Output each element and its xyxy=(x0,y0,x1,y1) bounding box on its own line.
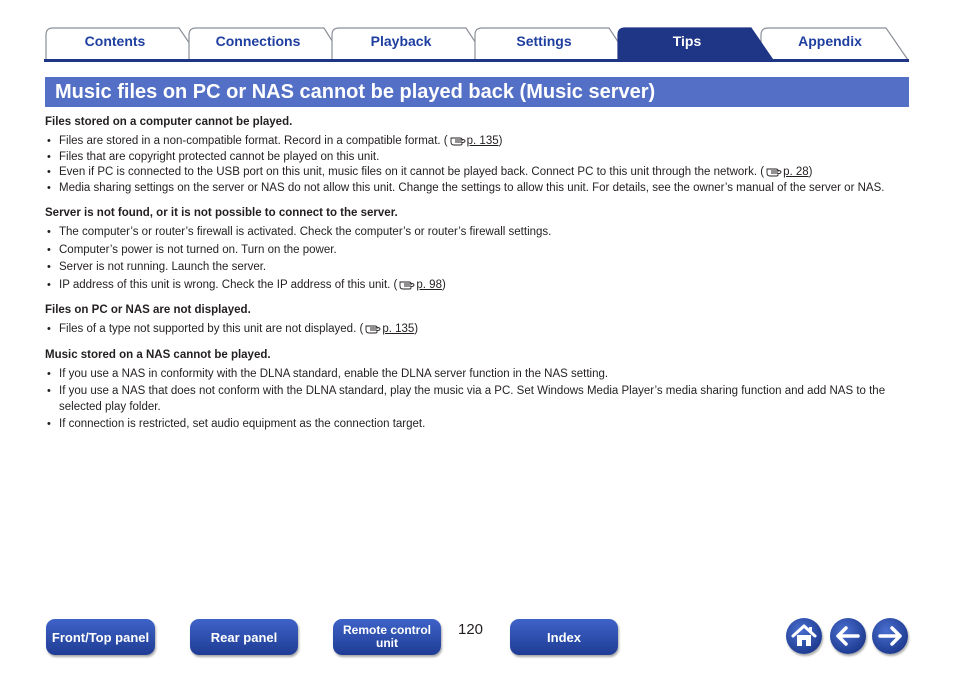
tab-connections[interactable]: Connections xyxy=(215,33,301,49)
bullet-list xyxy=(45,367,910,433)
tab-bar xyxy=(44,27,910,61)
list-item-text: IP address of this unit is wrong. Check the IP address of this unit. xyxy=(59,278,391,291)
tab-tips[interactable]: Tips xyxy=(672,33,702,49)
list-item-text: Files are stored in a non-compatible format. Record in a compatible format. xyxy=(59,135,441,147)
list-item xyxy=(45,243,910,259)
list-item-text: Even if PC is connected to the USB port on this unit, music files on it cannot be played back. Connect PC to this unit through the network. xyxy=(59,166,758,178)
front-top-panel-button[interactable]: Front/Top panel xyxy=(46,619,155,655)
index-button[interactable]: Index xyxy=(510,619,618,655)
list-item-text: If you use a NAS in conformity with the DLNA standard, enable the DLNA server function in the NAS setting. xyxy=(59,367,609,380)
bullet-list xyxy=(45,322,910,338)
main-content xyxy=(45,115,910,433)
tab-underline xyxy=(44,59,909,62)
page-link[interactable]: p. 28 xyxy=(783,166,809,178)
arrow-left-icon xyxy=(830,618,866,654)
page-reference[interactable]: ( p. 135) xyxy=(359,323,419,335)
pointing-hand-icon xyxy=(450,135,466,146)
list-item-text: Server is not running. Launch the server. xyxy=(59,261,267,273)
section-heading: Music stored on a NAS cannot be played. xyxy=(45,348,271,361)
list-item xyxy=(45,417,910,433)
list-item-text: If you use a NAS that does not conform with the DLNA standard, play the music via a PC. Set Windows Media Player’s media sharing function and add NAS to the selected play folder. xyxy=(59,385,886,413)
page-reference[interactable]: ( p. 98) xyxy=(393,278,446,291)
home-button[interactable] xyxy=(786,618,822,654)
bullet-list xyxy=(45,134,910,196)
back-button[interactable] xyxy=(830,618,866,654)
list-item xyxy=(45,278,910,294)
tab-appendix[interactable]: Appendix xyxy=(798,33,862,49)
list-item-text: Media sharing settings on the server or NAS do not allow this unit. Change the settings to allow this unit. For details, see the owner’s manual of the server or NAS. xyxy=(59,181,885,194)
list-item xyxy=(45,150,910,166)
page-link[interactable]: p. 135 xyxy=(466,135,499,147)
arrow-right-icon xyxy=(872,618,908,654)
list-item xyxy=(45,322,910,338)
tab-contents[interactable]: Contents xyxy=(84,33,146,49)
list-item xyxy=(45,384,910,415)
list-item-text: Computer’s power is not turned on. Turn on the power. xyxy=(59,243,337,256)
remote-control-unit-button[interactable]: Remote control unit xyxy=(333,619,441,655)
list-item-text: Files that are copyright protected cannot be played on this unit. xyxy=(59,150,380,163)
forward-button[interactable] xyxy=(872,618,908,654)
rear-panel-button[interactable]: Rear panel xyxy=(190,619,298,655)
section-heading: Files on PC or NAS are not displayed. xyxy=(45,304,251,316)
pointing-hand-icon xyxy=(766,166,782,177)
section-heading: Files stored on a computer cannot be played. xyxy=(45,116,293,128)
pointing-hand-icon xyxy=(365,323,381,334)
tab-playback[interactable]: Playback xyxy=(370,33,432,49)
section-heading: Server is not found, or it is not possible to connect to the server. xyxy=(45,207,398,219)
tab-settings[interactable]: Settings xyxy=(516,33,572,49)
list-item xyxy=(45,260,910,276)
list-item xyxy=(45,181,910,197)
home-icon xyxy=(786,618,822,654)
title-bar xyxy=(45,77,909,107)
list-item xyxy=(45,165,910,181)
page-reference[interactable]: ( p. 28) xyxy=(760,166,813,178)
list-item-text: The computer’s or router’s firewall is activated. Check the computer’s or router’s firewall settings. xyxy=(59,226,552,238)
page-reference[interactable]: ( p. 135) xyxy=(443,135,503,147)
page-link[interactable]: p. 135 xyxy=(382,323,415,335)
list-item xyxy=(45,367,910,383)
pointing-hand-icon xyxy=(399,279,415,290)
page-title: Music files on PC or NAS cannot be played back (Music server) xyxy=(55,81,656,103)
list-item xyxy=(45,134,910,150)
list-item xyxy=(45,225,910,241)
page-number: 120 xyxy=(458,621,484,638)
page-link[interactable]: p. 98 xyxy=(416,278,442,291)
list-item-text: If connection is restricted, set audio equipment as the connection target. xyxy=(59,418,426,430)
list-item-text: Files of a type not supported by this unit are not displayed. xyxy=(59,323,357,335)
bullet-list xyxy=(45,225,910,293)
